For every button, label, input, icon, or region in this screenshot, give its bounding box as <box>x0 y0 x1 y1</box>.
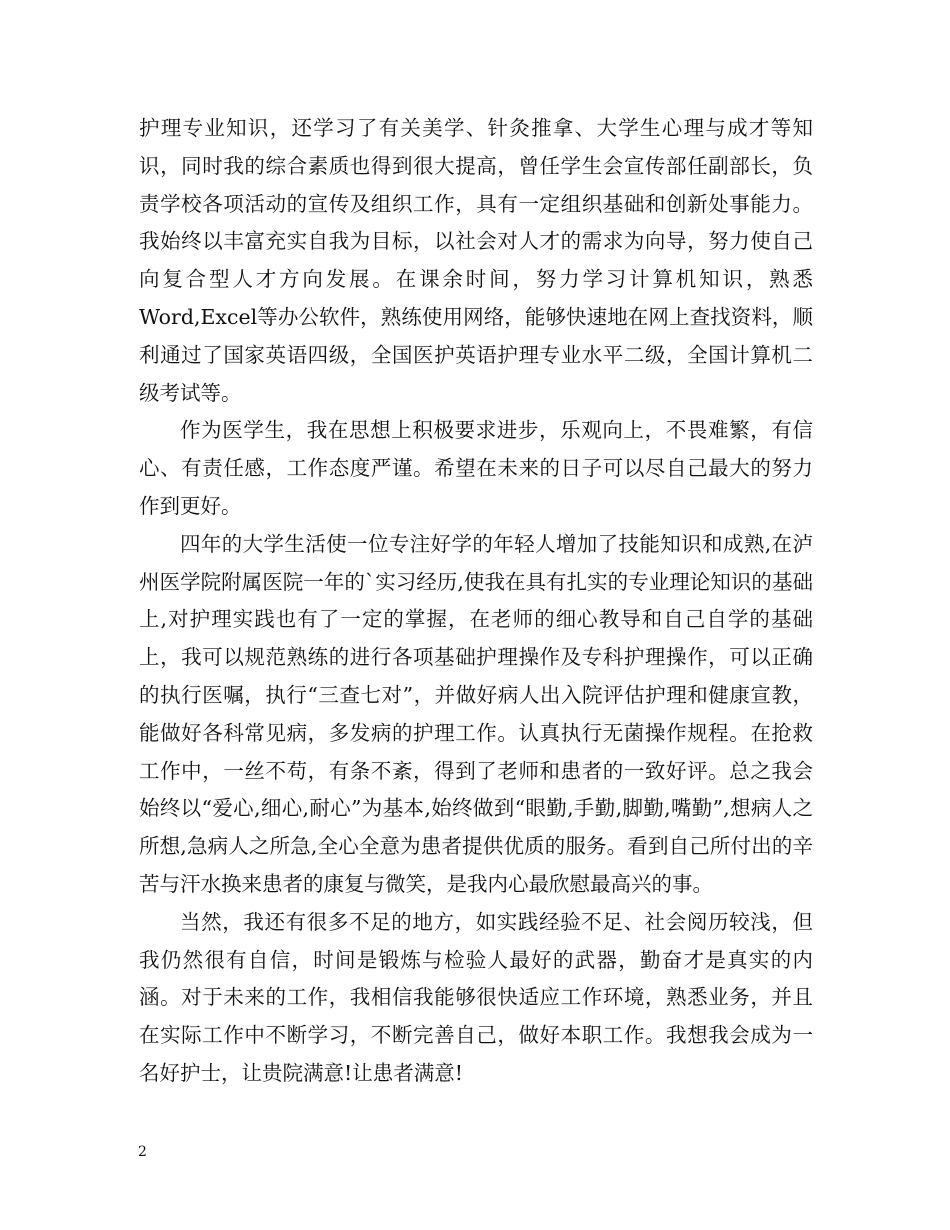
paragraph-3: 四年的大学生活使一位专注好学的年轻人增加了技能知识和成熟,在泸州医学院附属医院一年的`实习经历,使我在具有扎实的专业理论知识的基础上,对护理实践也有了一定的掌握，在老师的细心教导和自己自学的基础上，我可以规范熟练的进行各项基础护理操作及专科护理操作，可以正确的执行医嘱，执行“三查七对”，并做好病人出入院评估护理和健康宣教，能做好各科常见病，多发病的护理工作。认真执行无菌操作规程。在抢救工作中，一丝不苟，有条不紊，得到了老师和患者的一致好评。总之我会始终以“爱心,细心,耐心”为基本,始终做到“眼勤,手勤,脚勤,嘴勤”,想病人之所想,急病人之所急,全心全意为患者提供优质的服务。看到自己所付出的辛苦与汗水换来患者的康复与微笑，是我内心最欣慰最高兴的事。 <box>139 531 813 896</box>
body-text <box>139 110 813 1093</box>
page-number: 2 <box>138 1144 147 1160</box>
paragraph-1: 护理专业知识，还学习了有关美学、针灸推拿、大学生心理与成才等知识，同时我的综合素质也得到很大提高，曾任学生会宣传部任副部长，负责学校各项活动的宣传及组织工作，具有一定组织基础和创新处事能力。我始终以丰富充实自我为目标，以社会对人才的需求为向导，努力使自己向复合型人才方向发展。在课余时间，努力学习计算机知识，熟悉Word,Excel等办公软件，熟练使用网络，能够快速地在网上查找资料，顺利通过了国家英语四级，全国医护英语护理专业水平二级，全国计算机二级考试等。 <box>139 116 813 405</box>
paragraph-2: 作为医学生，我在思想上积极要求进步，乐观向上，不畏难繁，有信心、有责任感，工作态度严谨。希望在未来的日子可以尽自己最大的努力作到更好。 <box>139 418 813 518</box>
paragraph-4: 当然，我还有很多不足的地方，如实践经验不足、社会阅历较浅，但我仍然很有自信，时间是锻炼与检验人最好的武器，勤奋才是真实的内涵。对于未来的工作，我相信我能够很快适应工作环境，熟悉业务，并且在实际工作中不断学习，不断完善自己，做好本职工作。我想我会成为一名好护士，让贵院满意!让患者满意! <box>139 909 813 1085</box>
